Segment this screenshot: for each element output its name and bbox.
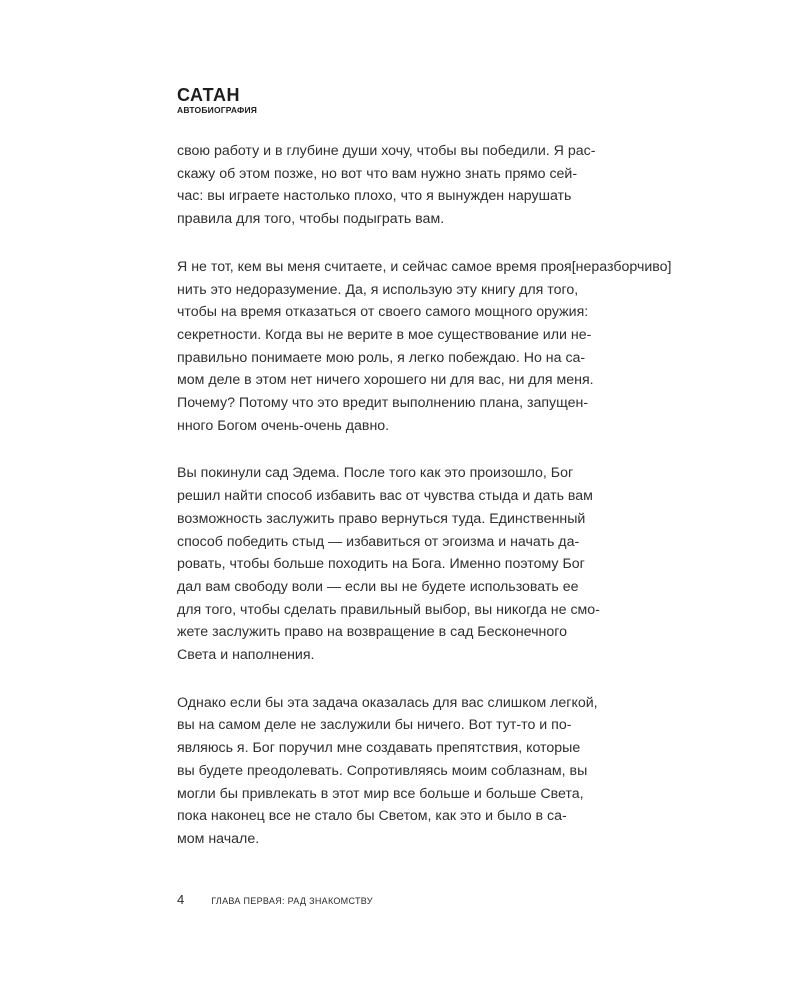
text-line: способ победить стыд — избавиться от эгоизма и начать да-	[177, 533, 580, 550]
text-line: нить это недоразумение. Да, я использую эту книгу для того,	[177, 281, 579, 298]
body-text	[177, 140, 672, 876]
text-line: Я не тот, кем вы меня считаете, и сейчас самое время проя[неразборчиво]	[177, 258, 672, 275]
text-line: возможность заслужить право вернуться туда. Единственный	[177, 510, 586, 527]
text-line: являюсь я. Бог поручил мне создавать препятствия, которые	[177, 740, 581, 757]
text-line: чтобы на время отказаться от своего самого мощного оружия:	[177, 304, 589, 321]
text-line: скажу об этом позже, но вот что вам нужно знать прямо сей-	[177, 165, 578, 182]
text-line: мом начале.	[177, 830, 260, 847]
paragraph-1	[177, 140, 605, 231]
book-title: САТАН	[177, 85, 241, 105]
text-line: секретности. Когда вы не верите в мое существование или не-	[177, 326, 592, 343]
paragraph-3	[177, 462, 605, 666]
text-line: мом деле в этом нет ничего хорошего ни для вас, ни для меня.	[177, 372, 594, 389]
text-line: Вы покинули сад Эдема. После того как это произошло, Бог	[177, 465, 574, 482]
text-line: вы на самом деле не заслужили бы ничего. Вот тут-то и по-	[177, 717, 572, 734]
running-header	[177, 86, 257, 115]
text-line: ровать, чтобы больше походить на Бога. Именно поэтому Бог	[177, 556, 585, 573]
text-line: пока наконец все не стало бы Светом, как это и было в са-	[177, 808, 567, 825]
paragraph-2	[177, 256, 672, 438]
text-line: Однако если бы эта задача оказалась для вас слишком легкой,	[177, 694, 598, 711]
text-line: дал вам свободу воли — если вы не будете использовать ее	[177, 578, 579, 595]
text-line: для того, чтобы сделать правильный выбор, вы никогда не смо-	[177, 601, 600, 618]
running-footer	[177, 892, 373, 907]
chapter-title: ГЛАВА ПЕРВАЯ: РАД ЗНАКОМСТВУ	[211, 896, 373, 906]
text-line: свою работу и в глубине души хочу, чтобы вы победили. Я рас-	[177, 143, 596, 159]
text-line: правила для того, чтобы подыграть вам.	[177, 211, 445, 228]
text-line: час: вы играете настолько плохо, что я вынужден нарушать	[177, 188, 572, 205]
paragraph-4	[177, 692, 605, 851]
text-line: вы будете преодолевать. Сопротивляясь моим соблазнам, вы	[177, 762, 588, 779]
page-number: 4	[177, 892, 185, 907]
text-line: решил найти способ избавить вас от чувства стыда и дать вам	[177, 488, 593, 505]
text-line: Света и наполнения.	[177, 647, 315, 664]
book-subtitle: АВТОБИОГРАФИЯ	[177, 105, 258, 115]
text-line: жете заслужить право на возвращение в сад Бесконечного	[177, 624, 567, 641]
text-line: нного Богом очень-очень давно.	[177, 417, 390, 434]
text-line: могли бы привлекать в этот мир все больше и больше Света,	[177, 785, 584, 802]
text-line: правильно понимаете мою роль, я легко побеждаю. Но на са-	[177, 349, 586, 366]
text-line: Почему? Потому что это вредит выполнению плана, запущен-	[177, 395, 589, 412]
